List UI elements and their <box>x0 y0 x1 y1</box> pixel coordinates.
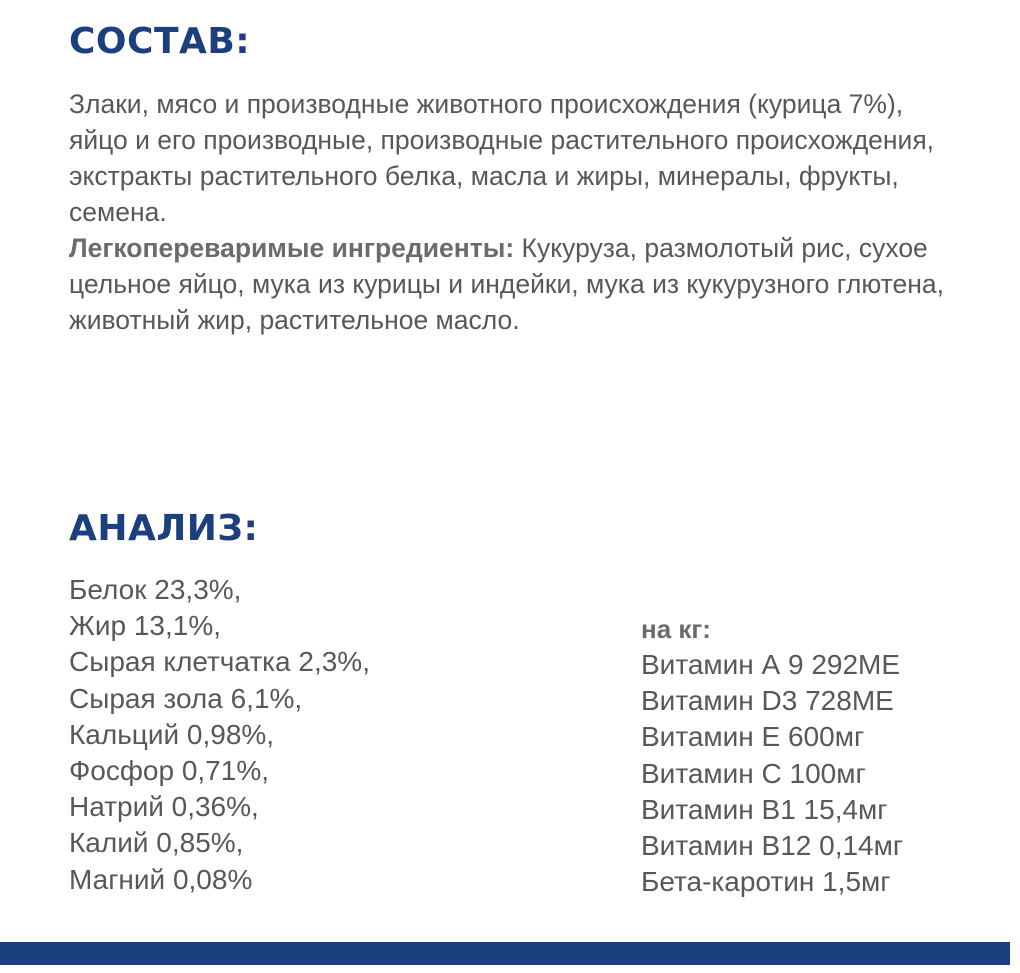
analysis-item-protein: Белок 23,3%, <box>69 574 242 605</box>
composition-ingredients: Злаки, мясо и производные животного происхождения (курица 7%), яйцо и его производные, производные растительного происхождения, экстракты растительного белка, масла и жиры, минералы, фрукты, семена. <box>69 89 935 227</box>
digestible-ingredients-label: Легкопереваримые ингредиенты: <box>69 233 515 263</box>
per-kg-label: на кг: <box>641 614 711 644</box>
analysis-heading: АНАЛИЗ: <box>69 508 259 549</box>
analysis-item-calcium: Кальций 0,98%, <box>69 718 275 750</box>
vitamin-b1: Витамин В1 15,4мг <box>641 793 888 825</box>
analysis-item-potassium: Калий 0,85%, <box>69 827 244 859</box>
analysis-item-magnesium: Магний 0,08% <box>69 863 253 895</box>
beta-carotene: Бета-каротин 1,5мг <box>641 866 891 898</box>
analysis-item-ash: Сырая зола 6,1%, <box>69 682 303 714</box>
vitamin-d3: Витамин D3 728МЕ <box>641 685 894 717</box>
analysis-item-fat: Жир 13,1%, <box>69 610 222 642</box>
vitamin-b12: Витамин В12 0,14мг <box>641 830 904 862</box>
composition-text <box>69 86 969 338</box>
analysis-item-phosphorus: Фосфор 0,71%, <box>69 755 269 787</box>
digestible-ingredients-text: Кукуруза, размолотый рис, сухое цельное яйцо, мука из курицы и индейки, мука из кукурузного глютена, животный жир, растительное масло. <box>69 233 944 335</box>
analysis-list <box>69 572 370 898</box>
analysis-item-fiber: Сырая клетчатка 2,3%, <box>69 646 370 678</box>
analysis-item-sodium: Натрий 0,36%, <box>69 791 259 823</box>
vitamin-a: Витамин А 9 292МЕ <box>641 649 901 680</box>
vitamin-c: Витамин С 100мг <box>641 757 866 789</box>
composition-heading: СОСТАВ: <box>69 21 251 62</box>
vitamin-e: Витамин Е 600мг <box>641 721 865 753</box>
footer-bar <box>0 942 1010 965</box>
vitamins-list <box>641 647 903 900</box>
